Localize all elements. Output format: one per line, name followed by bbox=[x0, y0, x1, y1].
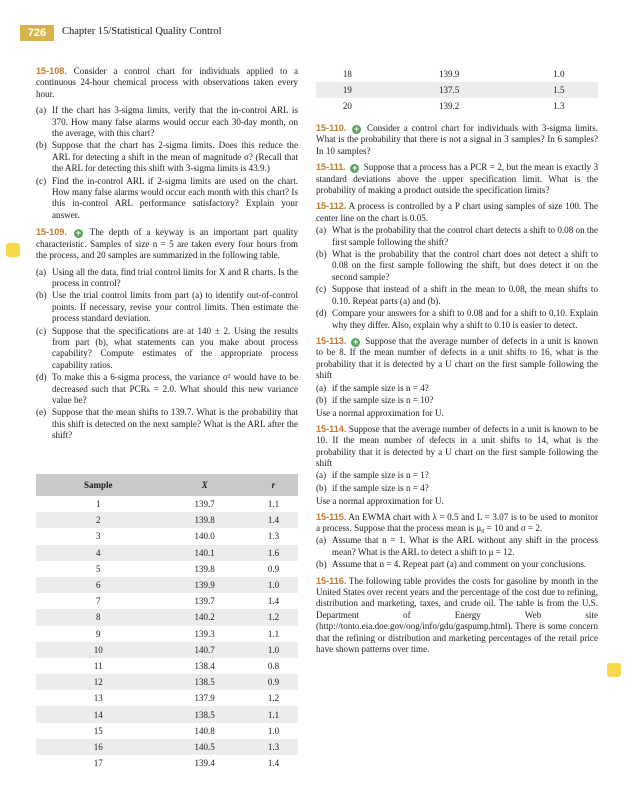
table-row bbox=[36, 577, 298, 593]
table-cell: 8 bbox=[36, 609, 160, 625]
exercise-text: An EWMA chart with λ = 0.5 and L = 3.07 is to be used to monitor a process. Suppose that the process mean is μ₀ = 10 and σ = 2. bbox=[316, 511, 598, 533]
exercise-15-111 bbox=[316, 162, 598, 196]
table-row bbox=[36, 642, 298, 658]
table-cell: 20 bbox=[342, 101, 352, 111]
exercise-15-109 bbox=[36, 227, 298, 261]
table-cell: 138.5 bbox=[160, 706, 248, 722]
table-cell: 1.0 bbox=[249, 577, 298, 593]
plus-icon: + bbox=[354, 124, 360, 134]
exercise-number: 15-115. bbox=[316, 511, 347, 522]
part-c: (c) Suppose that instead of a shift in the mean to 0.08, the mean shifts to 0.10. Repeat parts (a) and (b). bbox=[316, 284, 598, 306]
table-row bbox=[36, 561, 298, 577]
table-cell: 1.3 bbox=[249, 739, 298, 755]
part-a: (a) What is the probability that the control chart detects a shift to 0.08 on the first sample following the shift? bbox=[316, 225, 598, 247]
table-cell: 137.5 bbox=[379, 82, 520, 98]
note: Use a normal approximation for U. bbox=[316, 496, 444, 507]
part-b: (b) Assume that n = 4. Repeat part (a) and comment on your conclusions. bbox=[316, 559, 587, 570]
part-b: (b) What is the probability that the control chart does not detect a shift to 0.08 on the first sample following the shift, but does detect it on the second sample? bbox=[316, 249, 598, 282]
table-cell: 16 bbox=[36, 739, 160, 755]
table-row bbox=[316, 66, 598, 82]
exercise-number: 15-110. bbox=[316, 123, 347, 133]
table-cell: 139.8 bbox=[194, 563, 215, 574]
table-cell: 0.9 bbox=[249, 674, 298, 690]
table-cell: 1.0 bbox=[249, 642, 298, 658]
right-column bbox=[316, 123, 598, 660]
part-d: (d) To make this a 6-sigma process, the variance σ² would have to be decreased such that PCRₖ = 2.0. What should this new variance value be? bbox=[36, 372, 298, 405]
keyway-data-table-continued bbox=[316, 66, 598, 114]
part-b: (b) if the sample size is n = 10? bbox=[316, 394, 434, 405]
table-cell: 139.9 bbox=[160, 577, 248, 593]
exercise-text: Suppose that a process has a PCR = 2, but the mean is exactly 3 standard deviations above the upper specification limit. What is the probability of making a product outside the specification limits? bbox=[316, 162, 599, 196]
exercise-15-108 bbox=[36, 66, 298, 100]
table-cell: 1.0 bbox=[267, 725, 280, 736]
table-cell: 139.7 bbox=[194, 596, 215, 607]
exercise-15-114 bbox=[316, 424, 598, 470]
table-cell: 137.9 bbox=[194, 693, 215, 704]
exercise-number: 15-108. bbox=[36, 66, 67, 76]
part-b: (b) Use the trial control limits from part (a) to identify out-of-control points. If necessary, revise your control limits. Then estimate the process standard deviation. bbox=[36, 290, 298, 324]
part-c: (c) Suppose that the specifications are at 140 ± 2. Using the results from part (b), what statements can you make about process capability? Compute estimates of the appropriate process capability ratios. bbox=[36, 325, 298, 370]
plus-icon: + bbox=[75, 228, 81, 239]
exercise-number: 15-113. bbox=[316, 335, 347, 346]
table-cell: 1.4 bbox=[267, 596, 280, 607]
table-cell: 139.8 bbox=[160, 512, 248, 528]
exercise-text: Consider a control chart for individuals with 3-sigma limits. What is the probability that there is not a signal in 3 samples? In 6 samples? In 10 samples? bbox=[316, 123, 598, 156]
table-cell: 10 bbox=[36, 642, 160, 658]
table-cell: 1.3 bbox=[553, 101, 565, 111]
part-a: (a) if the sample size is n = 1? bbox=[316, 470, 429, 481]
table-cell: 3 bbox=[95, 531, 101, 542]
exercise-number: 15-114. bbox=[316, 423, 347, 434]
keyway-data-table bbox=[36, 474, 298, 771]
table-cell: 6 bbox=[36, 577, 160, 593]
table-cell: 0.8 bbox=[267, 660, 280, 671]
page-header bbox=[20, 25, 620, 41]
table-cell: 1.1 bbox=[267, 499, 280, 510]
table-row bbox=[36, 593, 298, 609]
table-cell: 11 bbox=[93, 660, 103, 671]
table-cell: 138.5 bbox=[160, 674, 248, 690]
table-row bbox=[36, 626, 298, 642]
margin-note-icon bbox=[607, 663, 621, 677]
table-cell: 140.7 bbox=[160, 642, 248, 658]
table-cell: 15 bbox=[93, 725, 103, 736]
table-cell: 1.4 bbox=[267, 758, 280, 769]
table-cell: 1.4 bbox=[249, 512, 298, 528]
exercise-text: Suppose that the average number of defects in a unit is known to be 10. If the mean number of defects in a unit shifts to 14, what is the probability that it is detected by a U chart on the first sample following the shift bbox=[316, 423, 598, 468]
column-header-r: r bbox=[249, 474, 298, 496]
table-cell: 138.4 bbox=[194, 660, 215, 671]
table-cell: 1.5 bbox=[520, 82, 598, 98]
exercise-number: 15-112. bbox=[316, 201, 347, 212]
table-cell: 139.2 bbox=[439, 101, 460, 111]
part-a: (a) Assume that n = 1. What is the ARL without any shift in the process mean? What is the ARL to detect a shift to μ = 12. bbox=[316, 535, 598, 557]
table-cell: 140.1 bbox=[160, 545, 248, 561]
table-cell: 14 bbox=[36, 706, 160, 722]
table-cell: 1.1 bbox=[249, 706, 298, 722]
table-row bbox=[36, 723, 298, 739]
exercise-15-115 bbox=[316, 512, 598, 535]
table-header-row bbox=[36, 474, 298, 496]
exercise-15-116 bbox=[316, 576, 598, 656]
table-cell: 9 bbox=[95, 628, 101, 639]
part-a: (a) if the sample size is n = 4? bbox=[316, 382, 429, 393]
table-cell: 2 bbox=[36, 512, 160, 528]
plus-icon: + bbox=[353, 336, 359, 347]
table-cell: 12 bbox=[36, 674, 160, 690]
table-cell: 140.0 bbox=[194, 531, 215, 542]
table-row bbox=[36, 674, 298, 690]
table-cell: 1 bbox=[95, 499, 101, 510]
margin-note-icon bbox=[6, 243, 20, 257]
exercise-text: The depth of a keyway is an important part quality characteristic. Samples of size n = 5 are taken every four hours from the process, and 20 samples are summarized in the following table. bbox=[36, 227, 298, 261]
table-cell: 139.9 bbox=[439, 69, 460, 79]
table-cell: 140.8 bbox=[194, 725, 215, 736]
column-header-x: X bbox=[160, 474, 248, 496]
table-cell: 139.3 bbox=[194, 628, 215, 639]
part-a: (a) If the chart has 3-sigma limits, verify that the in-control ARL is 370. How many false alarms would occur each 30-day month, on the average, with this chart? bbox=[36, 105, 298, 139]
column-header-sample: Sample bbox=[36, 474, 160, 496]
table-cell: 140.2 bbox=[160, 609, 248, 625]
part-a: (a) Using all the data, find trial control limits for X and R charts. Is the process in control? bbox=[36, 266, 298, 288]
part-e: (e) Suppose that the mean shifts to 139.7. What is the probability that this shift is detected on the next sample? What is the ARL after the shift? bbox=[36, 407, 298, 441]
exercise-text: Suppose that the average number of defects in a unit is known to be 8. If the mean number of defects in a unit shifts to 16, what is the probability that it is detected by a U chart on the first sample following the shift bbox=[316, 335, 598, 381]
note: Use a normal approximation for U. bbox=[316, 408, 444, 419]
part-b: (b) Suppose that the chart has 2-sigma limits. Does this reduce the ARL for detecting a shift in the mean of magnitude σ? (Recall that the ARL for detecting this shift with 3-sigma limits is 43.9.) bbox=[36, 140, 298, 174]
table-cell: 1.1 bbox=[267, 628, 280, 639]
table-cell: 140.5 bbox=[160, 739, 248, 755]
table-cell: 139.7 bbox=[194, 499, 215, 510]
part-b: (b) if the sample size is n = 4? bbox=[316, 482, 429, 493]
table-cell: 7 bbox=[95, 596, 101, 607]
exercise-number: 15-111. bbox=[316, 162, 346, 173]
part-c: (c) Find the in-control ARL if 2-sigma limits are used on the chart. How many false alarms would occur each month with this chart? Is this in-control ARL performance satisfactory? Explain your answer. bbox=[36, 175, 298, 220]
table-cell: 0.9 bbox=[267, 563, 280, 574]
table-row bbox=[36, 496, 298, 512]
table-cell: 1.6 bbox=[249, 545, 298, 561]
exercise-text: The following table provides the costs for gasoline by month in the United States over recent years and the percentage of the cost due to refining, distribution and marketing, taxes, and crude oil. The table is from the U.S. Department of Energy Web site (http://tonto.eia.doe.gov/oog/info/gdu/gaspump.html). There is some concern that the refining or distribution and marketing percentages of the retail price have shown patterns over time. bbox=[316, 575, 598, 655]
exercise-text: A process is controlled by a P chart using samples of size 100. The center line on the chart is 0.05. bbox=[316, 201, 598, 223]
table-cell: 139.4 bbox=[194, 758, 215, 769]
exercise-15-112 bbox=[316, 201, 598, 224]
exercise-text: Consider a control chart for individuals applied to a continuous 24-hour chemical process with observations taken every hour. bbox=[36, 66, 298, 99]
table-cell: 1.2 bbox=[249, 609, 298, 625]
table-cell: 17 bbox=[93, 758, 103, 769]
table-cell: 1.2 bbox=[267, 693, 280, 704]
chapter-title: Chapter 15/Statistical Quality Control bbox=[62, 26, 222, 37]
table-cell: 5 bbox=[95, 563, 101, 574]
table-row bbox=[316, 98, 598, 114]
table-row bbox=[36, 755, 298, 771]
table-row bbox=[316, 82, 598, 98]
table-cell: 1.3 bbox=[267, 531, 280, 542]
left-column bbox=[36, 66, 298, 443]
page-number: 726 bbox=[20, 25, 54, 41]
table-row bbox=[36, 609, 298, 625]
exercise-15-113 bbox=[316, 336, 598, 382]
exercise-15-110 bbox=[316, 123, 598, 157]
table-cell: 18 bbox=[342, 69, 352, 79]
table-cell: 19 bbox=[316, 82, 379, 98]
table-row bbox=[36, 545, 298, 561]
table-row bbox=[36, 739, 298, 755]
table-row bbox=[36, 528, 298, 544]
plus-icon: + bbox=[352, 163, 358, 174]
exercise-number: 15-116. bbox=[316, 575, 347, 586]
part-d: (d) Compare your answers for a shift to 0.08 and for a shift to 0.10. Explain why they differ. Also, explain why a shift to 0.10 is easier to detect. bbox=[316, 308, 598, 330]
table-row bbox=[36, 512, 298, 528]
exercise-number: 15-109. bbox=[36, 227, 67, 238]
table-cell: 4 bbox=[36, 545, 160, 561]
table-cell: 1.0 bbox=[553, 69, 565, 79]
table-row bbox=[36, 658, 298, 674]
table-row bbox=[36, 706, 298, 722]
table-row bbox=[36, 690, 298, 706]
table-cell: 13 bbox=[93, 693, 103, 704]
